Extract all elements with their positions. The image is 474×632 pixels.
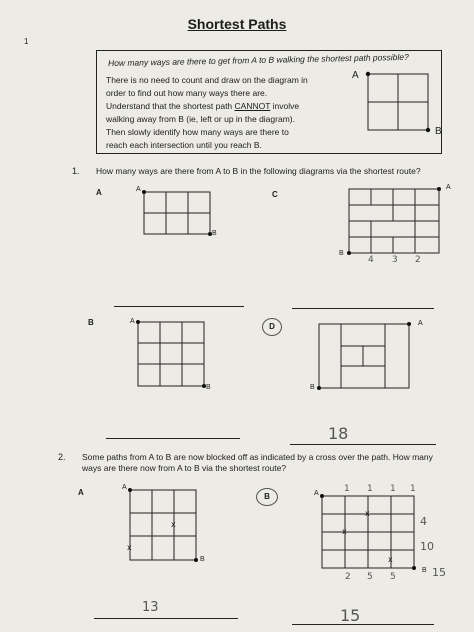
q1-part-a-label: A xyxy=(96,188,102,197)
svg-text:x: x xyxy=(365,509,370,518)
q1c-point-b: B xyxy=(339,250,344,257)
q1d-answer: 18 xyxy=(328,424,349,443)
intro-point-a-label: A xyxy=(352,70,359,81)
q2-number: 2. xyxy=(58,452,66,462)
q2b-top-mark: 1 xyxy=(367,484,373,494)
q1a-answer-line xyxy=(114,306,244,307)
q1c-point-a: A xyxy=(446,184,451,191)
explain-text-1: There is no need to count and draw on the diagram in order to find out how many ways there are. Understand that the shortest path xyxy=(106,75,308,111)
q2b-top-mark: 1 xyxy=(410,484,416,494)
q1-part-c-label: C xyxy=(272,190,278,199)
q1d-point-a: A xyxy=(418,320,423,327)
q1-part-b-label: B xyxy=(88,318,94,327)
q1-text: How many ways are there from A to B in the following diagrams via the shortest route? xyxy=(96,166,421,176)
q2b-bottom-number: 2 xyxy=(345,572,351,582)
q2b-side-number: 10 xyxy=(420,540,434,553)
svg-text:x: x xyxy=(388,555,393,564)
q1a-point-b: B xyxy=(212,230,217,237)
intro-point-b-label: B xyxy=(435,126,442,137)
page-number: 1 xyxy=(24,37,29,46)
q1a-point-a: A xyxy=(136,186,141,193)
q1c-hand-number: 2 xyxy=(415,255,421,265)
q2b-side-number: 15 xyxy=(432,566,446,579)
q2-part-a-label: A xyxy=(78,488,84,497)
q2b-grid xyxy=(318,492,420,572)
q2b-top-mark: 1 xyxy=(344,484,350,494)
intro-explanation xyxy=(106,74,310,152)
q1b-answer-line xyxy=(106,438,240,439)
q1b-grid xyxy=(134,318,208,390)
q2b-point-a: A xyxy=(314,490,319,497)
svg-text:x: x xyxy=(127,543,132,552)
q1d-answer-line xyxy=(290,444,436,445)
q2b-point-b: B xyxy=(422,567,427,574)
q2b-bottom-number: 5 xyxy=(390,572,396,582)
q1-part-d-label: D xyxy=(262,318,282,336)
intro-question: How many ways are there to get from A to B walking the shortest path possible? xyxy=(107,51,409,69)
q1b-point-a: A xyxy=(130,318,135,325)
q1d-point-b: B xyxy=(310,384,315,391)
q2b-side-number: 4 xyxy=(420,515,427,528)
q2b-bottom-number: 5 xyxy=(367,572,373,582)
q2-part-b-label: B xyxy=(256,488,278,506)
q2-text: Some paths from A to B are now blocked off as indicated by a cross over the path. How many ways are there now from A to B via the shortest route? xyxy=(82,452,433,473)
q2b-answer-line xyxy=(292,624,434,625)
q2a-point-a: A xyxy=(122,484,127,491)
q1c-grid xyxy=(345,185,445,257)
explain-emphasis: CANNOT xyxy=(234,101,271,111)
q1a-grid xyxy=(140,188,214,238)
q1b-point-b: B xyxy=(206,384,211,391)
q1c-hand-number: 3 xyxy=(392,255,398,265)
page-title: Shortest Paths xyxy=(187,16,287,32)
svg-text:x: x xyxy=(171,520,176,529)
explain-text-2: involve walking away from B (ie, left or up in the diagram). Then slowly identify how many ways are there to reach each intersection until you reach B. xyxy=(106,101,300,150)
intro-grid xyxy=(364,70,434,134)
q2a-grid xyxy=(126,486,200,564)
q2a-point-b: B xyxy=(200,556,205,563)
q2a-answer-line xyxy=(94,618,238,619)
q2b-top-mark: 1 xyxy=(390,484,396,494)
q1-number: 1. xyxy=(72,166,80,176)
svg-text:x: x xyxy=(342,527,347,536)
q2b-answer: 15 xyxy=(340,606,361,625)
q1d-grid xyxy=(315,320,415,392)
q1c-answer-line xyxy=(292,308,434,309)
q1c-hand-number: 4 xyxy=(368,255,374,265)
q2a-answer: 13 xyxy=(142,600,159,615)
